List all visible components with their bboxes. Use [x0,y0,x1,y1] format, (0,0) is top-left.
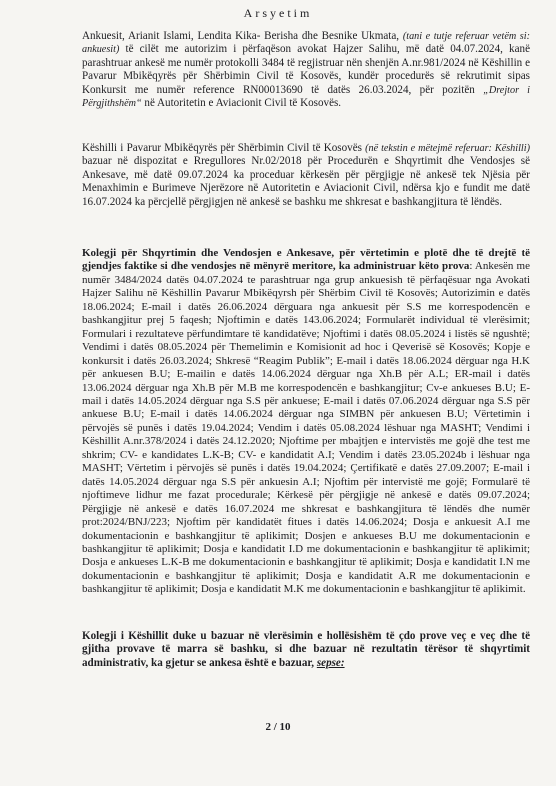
text-run: të cilët me autorizim i përfaqëson avokat Hajzer Salihu, më datë 04.07.2024, kanë parashtruar ankesë me numër protokolli 3484 të regjistruar nën shenjën A.nr.981/2024 në Këshillin e Pavarur Mbikëqyrës për Shërbimin Civil të Kosovës, kundër procedurës së rekrutimit sipas Konkursit me numër reference RN00013690 të datës 26.03.2024, për pozitën [82,43,530,96]
text-run: në Autoritetin e Aviacionit Civil të Kosovës. [141,97,342,110]
bold-lead: Kolegji për Shqyrtimin dhe Vendosjen e Ankesave, për vërtetimin e plotë dhe të drejtë të gjendjes faktike si dhe vendosjes në mënyrë meritore, ka administruar këto prova [82,247,530,273]
evidence-text: : Ankesën me numër 3484/2024 datës 04.07.2024 te parashtruar nga grup ankuesish të përfaqësuar nga Avokati Hajzer Salihu në Këshillin Pavarur Mbikëqyrsh për Shërbim Civil të Kosovës; Autorizimin e datës 18.06.2024; E-mail i datës 26.06.2024 dërguara nga ankuesit për S.S me korrespodencën e bashkangjitur prej 5 faqesh; Njoftimin e datës 143.06.2024; Formularët individual të vlerësimit; Formulari i rezultateve përfundimtare të kandidatëve; Njoftimi i datës 08.05.2024 i listës së ngushtë; Vendimi i datës 08.05.2024 për Themelimin e Komisionit ad hoc i Qeverisë së Kosovës; Kopje e konkursit i datës 26.03.2024; Shkresë “Reagim Publik”; E-mail i datës 18.06.2024 dërguar nga H.K për ankuesen B.U; E-mailin e datës 14.06.2024 dërguar nga Xh.B për A.L; ER-mail i datës 13.06.2024 dërguar nga Xh.B për M.B me korrespodencën e bashkangjitur; Cv-e ankueses B.U; E-mail i datës 14.05.2024 dërguar nga S.S për ankuese; E-mail i datës 07.06.2024 dërguar nga S.S për ankuese B.U; E-mail i datës 14.06.2024 dërguar nga SIMBN për ankuesen B.U; Vërtetimin i përvojës së punës i datës 19.04.2024; Vendim i datës 05.08.2024 lëshuar nga MASHT; Vendimi i Këshillit A.nr.378/2024 i datës 24.12.2020; Njoftime per mbajtjen e intervistës me gojë dhe test me shkrim; CV- e kandidates L.K-B; CV- e kandidatit A.I; Vendim i datës 23.05.2024b i lëshuar nga MASHT; Vërtetim i përvojës së punës i datës 19.04.2024; Çertifikatë e datës 27.09.2007; E-mail i datës 14.05.2024 dërguar nga S.S për ankuesin A.I; Njoftim për intervistë me gojë; Formularë të njoftimeve lidhur me fazat procedurale; Kërkesë për përgjigje në ankesë e datës 09.07.2024; Përgjigje në ankesë e datës 16.07.2024 me shkresat e bashkangjitura të lëndës dhe numër prot:2024/BNJ/223; Njoftim për kandidatët fitues i datës 14.06.2024; Dosja e ankuesit A.I me dokumentacionin e bashkangjitur të aplikimit; Dosjen e ankueses B.U me dokumentacionin e bashkangjitur të aplikimit; Dosja e kandidatit I.D me dokumentacionin e bashkangjitur të aplikimit; Dosja e ankueses L.K-B me dokumentacionin e bashkangjitur të aplikimit; Dosja e kandidatit I.N me dokumentacionin e bashkangjitur të aplikimit; Dosja e kandidatit A.R me dokumentacionin e bashkangjitur të aplikimit; Dosja e kandidatit M.K me dokumentacionin e bashkangjitur të aplikimit. [82,260,530,596]
paragraph-council-procedure [82,142,530,209]
paragraph-conclusion [82,630,530,670]
bold-lead: Kolegji i Këshillit duke u bazuar në vlerësimin e hollësishëm të çdo prove veç e veç dhe të gjitha provave të marra së bashku, si dhe bazuar në rezultatin tërësor të shqyrtimit administrativ, ka gjetur se ankesa është e bazuar, [82,630,530,669]
text-run: Ankuesit, Arianit Islami, Lendita Kika- Berisha dhe Besnike Ukmata, [82,30,403,42]
text-run: Këshilli i Pavarur Mbikëqyrës për Shërbimin Civil të Kosovës [82,142,366,154]
bold-italic-word: sepse: [316,656,345,669]
paragraph-evidence-list [82,247,530,597]
italic-note: (në tekstin e mëtejmë referuar: Këshilli) [365,143,530,154]
position-title: „Drejtor i Përgjithshëm“ [82,84,530,110]
text-run: bazuar në dispozitat e Rregullores Nr.02/2018 për Procedurën e Shqyrtimit dhe Vendosjes së Ankesave, më datë 09.07.2024 ka proceduar kërkesën për përgjigje në ankesë tek Njësia për Menaxhimin e Burimeve Njerëzore në Autoritetin e Aviacionit Civil, ndërsa kjo e fundit me datë 16.07.2024 ka përcjellë përgjigjen në ankesë se bashku me shkresat e bashkangjitura të lëndës. [82,155,530,208]
italic-note: (tani e tutje referuar vetëm si: ankuesit) [82,31,530,56]
section-heading: Arsyetim [243,6,313,20]
paragraph-complaint-intro [82,30,530,111]
page-number: 2 / 10 [265,721,291,733]
